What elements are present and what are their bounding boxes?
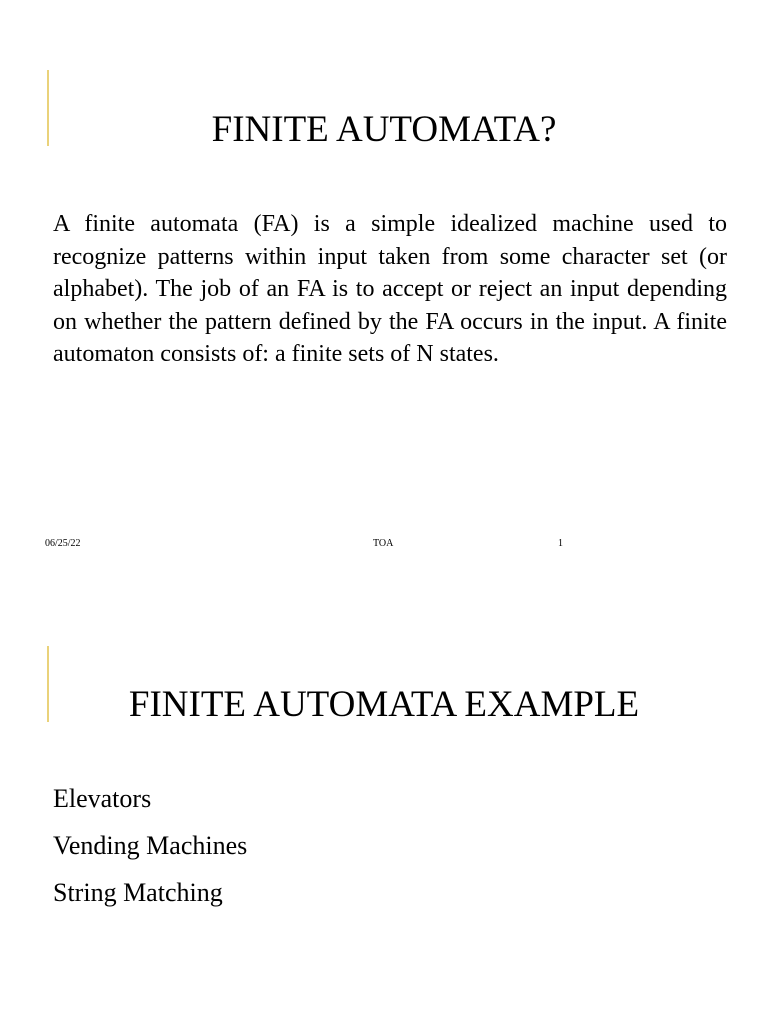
footer-center-text: TOA — [373, 538, 394, 549]
slide-2-title: FINITE AUTOMATA EXAMPLE — [128, 684, 640, 725]
slide-1-body-text: A finite automata (FA) is a simple idealized machine used to recognize patterns within input taken from some character set (or alphabet). The job of an FA is to accept or reject an input depending on whether the pattern defined by the FA occurs in the input. A finite automaton consists of: a finite sets of N states. — [53, 211, 727, 367]
example-list — [53, 784, 247, 925]
list-item: String Matching — [53, 878, 223, 907]
slide-2 — [0, 576, 768, 1024]
list-item: Vending Machines — [53, 831, 248, 860]
footer-page-number: 1 — [558, 538, 563, 549]
list-item: Elevators — [53, 784, 152, 813]
footer-date: 06/25/22 — [45, 538, 81, 549]
slide-1-title: FINITE AUTOMATA? — [211, 109, 557, 150]
